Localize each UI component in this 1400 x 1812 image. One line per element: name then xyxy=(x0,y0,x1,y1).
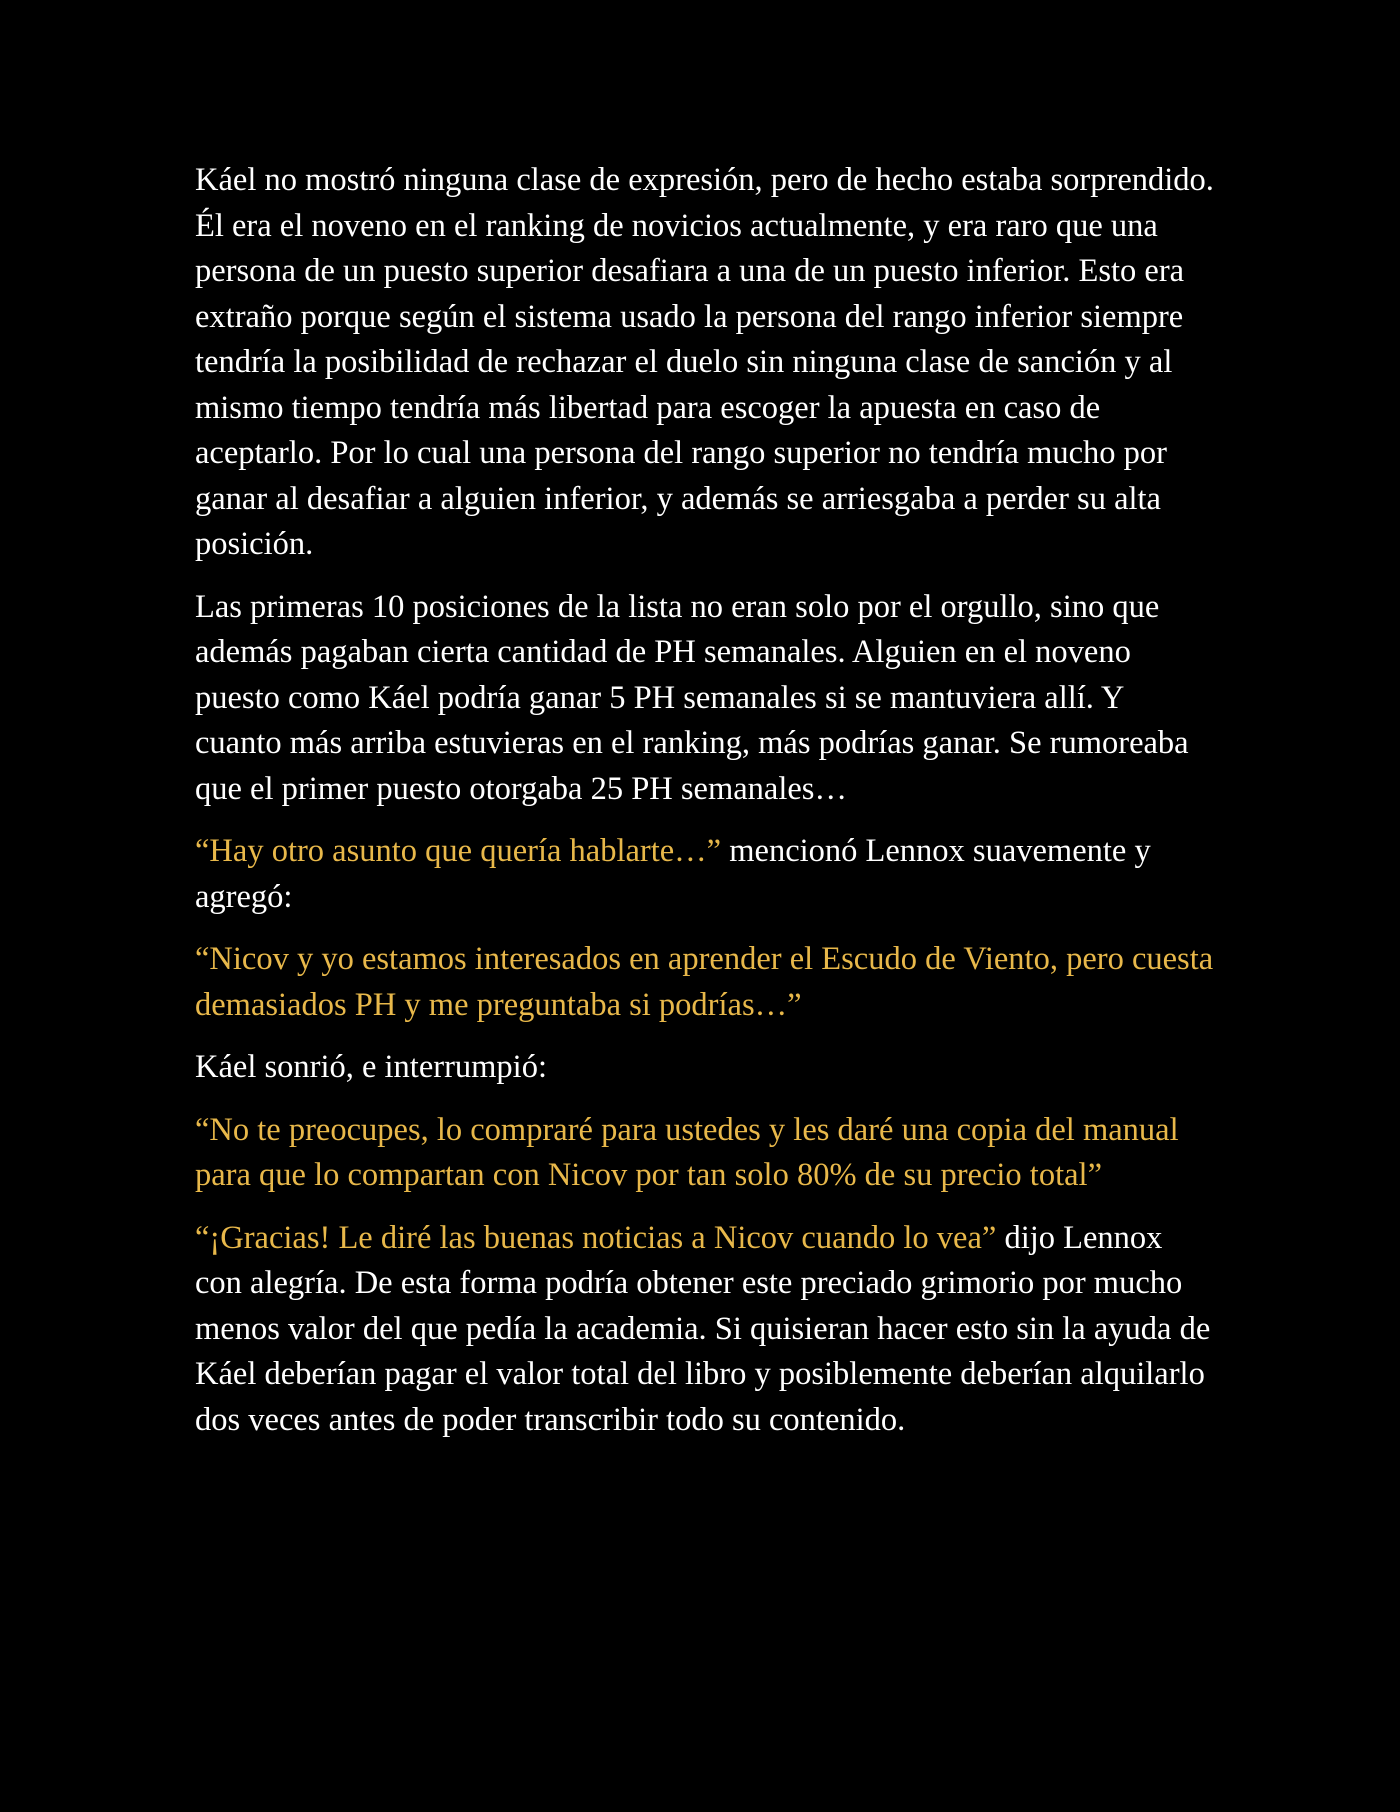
paragraph-6-dialogue: “No te preocupes, lo compraré para ustedes y les daré una copia del manual para que lo compartan con Nicov por tan solo 80% de su precio total” xyxy=(195,1111,1179,1193)
paragraph-1-narration: Káel no mostró ninguna clase de expresión, pero de hecho estaba sorprendido. Él era el noveno en el ranking de novicios actualmente, y era raro que una persona de un puesto superior desafiara a una de un puesto inferior. Esto era extraño porque según el sistema usado la persona del rango inferior siempre tendría la posibilidad de rechazar el duelo sin ninguna clase de sanción y al mismo tiempo tendría más libertad para escoger la apuesta en caso de aceptarlo. Por lo cual una persona del rango superior no tendría mucho por ganar al desafiar a alguien inferior, y además se arriesgaba a perder su alta posición. xyxy=(195,162,1214,562)
paragraph-7-dialogue: “¡Gracias! Le diré las buenas noticias a Nicov cuando lo vea” xyxy=(195,1219,997,1256)
paragraph-3-dialogue: “Hay otro asunto que quería hablarte…” xyxy=(195,833,722,869)
paragraph-5-narration: Káel sonrió, e interrumpió: xyxy=(195,1049,547,1085)
paragraph-2 xyxy=(195,585,1215,813)
paragraph-7 xyxy=(195,1216,1215,1444)
paragraph-7-narration: dijo Lennox con alegría. De esta forma podría obtener este preciado grimorio por mucho menos valor del que pedía la academia. Si quisieran hacer esto sin la ayuda de Káel deberían pagar el valor total del libro y posiblemente deberían alquilarlo dos veces antes de poder transcribir todo su contenido. xyxy=(195,1219,1211,1438)
paragraph-5 xyxy=(195,1045,1215,1091)
paragraph-3 xyxy=(195,829,1215,920)
paragraph-2-narration: Las primeras 10 posiciones de la lista no eran solo por el orgullo, sino que además pagaban cierta cantidad de PH semanales. Alguien en el noveno puesto como Káel podría ganar 5 PH semanales si se mantuviera allí. Y cuanto más arriba estuvieras en el ranking, más podrías ganar. Se rumoreaba que el primer puesto otorgaba 25 PH semanales… xyxy=(195,588,1189,807)
paragraph-4 xyxy=(195,937,1215,1028)
paragraph-3-narration: mencionó Lennox suavemente y agregó: xyxy=(195,833,1151,915)
paragraph-4-dialogue: “Nicov y yo estamos interesados en aprender el Escudo de Viento, pero cuesta demasiados PH y me preguntaba si podrías…” xyxy=(195,941,1214,1023)
paragraph-6 xyxy=(195,1108,1215,1199)
paragraph-1 xyxy=(195,158,1215,568)
document-body xyxy=(195,158,1215,1460)
